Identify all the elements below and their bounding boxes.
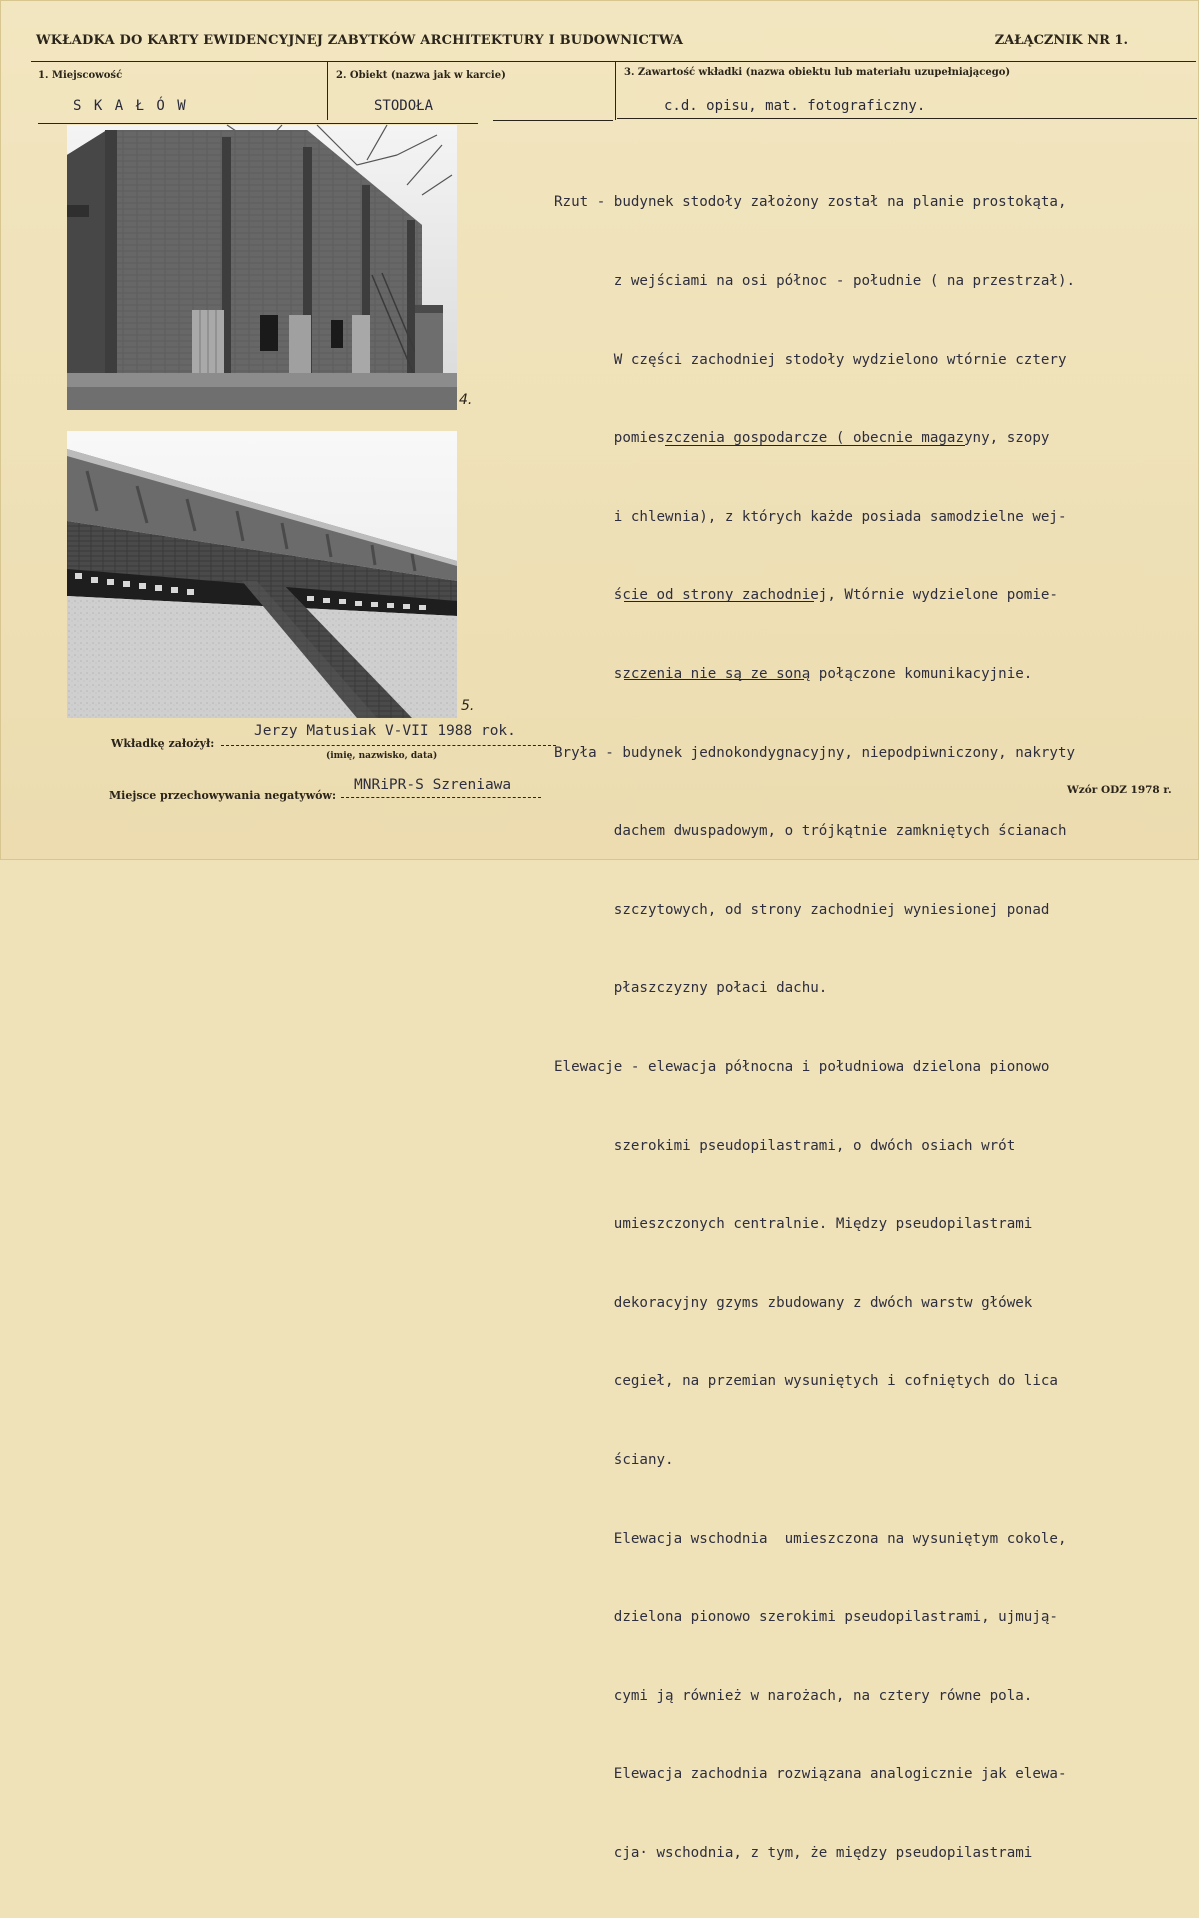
form-number: Wzór ODZ 1978 r. <box>1067 784 1172 796</box>
description-line: W części zachodniej stodoły wydzielono wtórnie cztery <box>554 351 1067 368</box>
author-value: Jerzy Matusiak V-VII 1988 rok. <box>254 723 516 739</box>
description-line: dzielona pionowo szerokimi pseudopilastrami, ujmują- <box>554 1609 1058 1626</box>
description-line: dekoracyjny gzyms zbudowany z dwóch warstw główek <box>554 1294 1033 1311</box>
locality-value: S K A Ł Ó W <box>73 98 188 114</box>
description-line: umieszczonych centralnie. Między pseudopilastrami <box>554 1216 1033 1233</box>
description-line: i chlewnia), z których każde posiada samodzielne wej- <box>554 508 1067 525</box>
underline-elewacja-wsch <box>624 601 814 602</box>
locality-label: 1. Miejscowość <box>38 70 123 81</box>
contents-value: c.d. opisu, mat. fotograficzny. <box>664 98 926 114</box>
description-line: cymi ją również w narożach, na cztery równe pola. <box>554 1687 1033 1704</box>
description-line: szczytowych, od strony zachodniej wyniesionej ponad <box>554 901 1050 918</box>
description-line: Elewacje - elewacja północna i południowa dzielona pionowo <box>554 1058 1050 1075</box>
fields-rule-right <box>617 118 1197 119</box>
fields-rule-left <box>38 123 478 124</box>
field-divider-2 <box>615 62 616 120</box>
description-line: z wejściami na osi północ - południe ( na przestrzał). <box>554 273 1076 289</box>
contents-label: 3. Zawartość wkładki (nazwa obiektu lub materiału uzupełniającego) <box>624 67 1011 78</box>
storage-label: Miejsce przechowywania negatywów: <box>109 789 337 802</box>
description-line: Rzut - budynek stodoły założony został na planie prostokąta, <box>554 194 1067 211</box>
photo-barn-facade <box>67 125 457 410</box>
description-line: Bryła - budynek jednokondygnacyjny, niepodpiwniczony, nakryty <box>554 744 1076 761</box>
card-title: WKŁADKA DO KARTY EWIDENCYJNEJ ZABYTKÓW ARCHITEKTURY I BUDOWNICTWA <box>36 33 684 48</box>
header-rule <box>31 61 1196 62</box>
photo-cornice-detail <box>67 431 457 718</box>
storage-value: MNRiPR-S Szreniawa <box>354 777 512 793</box>
description-line: ściany. <box>554 1451 674 1468</box>
description-text <box>554 137 1184 1918</box>
field-divider-1 <box>327 62 328 120</box>
author-line <box>221 745 556 746</box>
description-line: cegieł, na przemian wysuniętych i cofniętych do lica <box>554 1373 1058 1390</box>
description-line: szczenia nie są ze soną połączone komunikacyjnie. <box>554 665 1033 682</box>
description-line: Elewacja zachodnia rozwiązana analogicznie jak elewa- <box>554 1766 1067 1783</box>
description-line: ście od strony zachodniej, Wtórnie wydzielone pomie- <box>554 587 1058 604</box>
description-line: płaszczyzny połaci dachu. <box>554 980 828 997</box>
author-sub: (imię, nazwisko, data) <box>326 751 438 761</box>
description-line: Elewacja wschodnia umieszczona na wysuniętym cokole, <box>554 1530 1067 1547</box>
photo-number-5: 5. <box>461 698 475 714</box>
photo-number-4: 4. <box>459 392 473 408</box>
underline-elewacja-pn <box>665 445 965 446</box>
object-label: 2. Obiekt (nazwa jak w karcie) <box>336 70 506 81</box>
description-line: dachem dwuspadowym, o trójkątnie zamkniętych ścianach <box>554 823 1067 840</box>
object-value: STODOŁA <box>374 98 434 114</box>
annex-number: ZAŁĄCZNIK NR 1. <box>994 33 1128 48</box>
author-label: Wkładkę założył: <box>111 737 215 750</box>
storage-line <box>341 797 541 798</box>
description-line: cja· wschodnia, z tym, że między pseudopilastrami <box>554 1844 1033 1861</box>
description-line: szerokimi pseudopilastrami, o dwóch osiach wrót <box>554 1137 1016 1154</box>
description-line: pomieszczenia gospodarcze ( obecnie magazyny, szopy <box>554 430 1050 447</box>
fields-rule-mid <box>493 120 613 121</box>
underline-elewacja-zach <box>624 679 804 680</box>
